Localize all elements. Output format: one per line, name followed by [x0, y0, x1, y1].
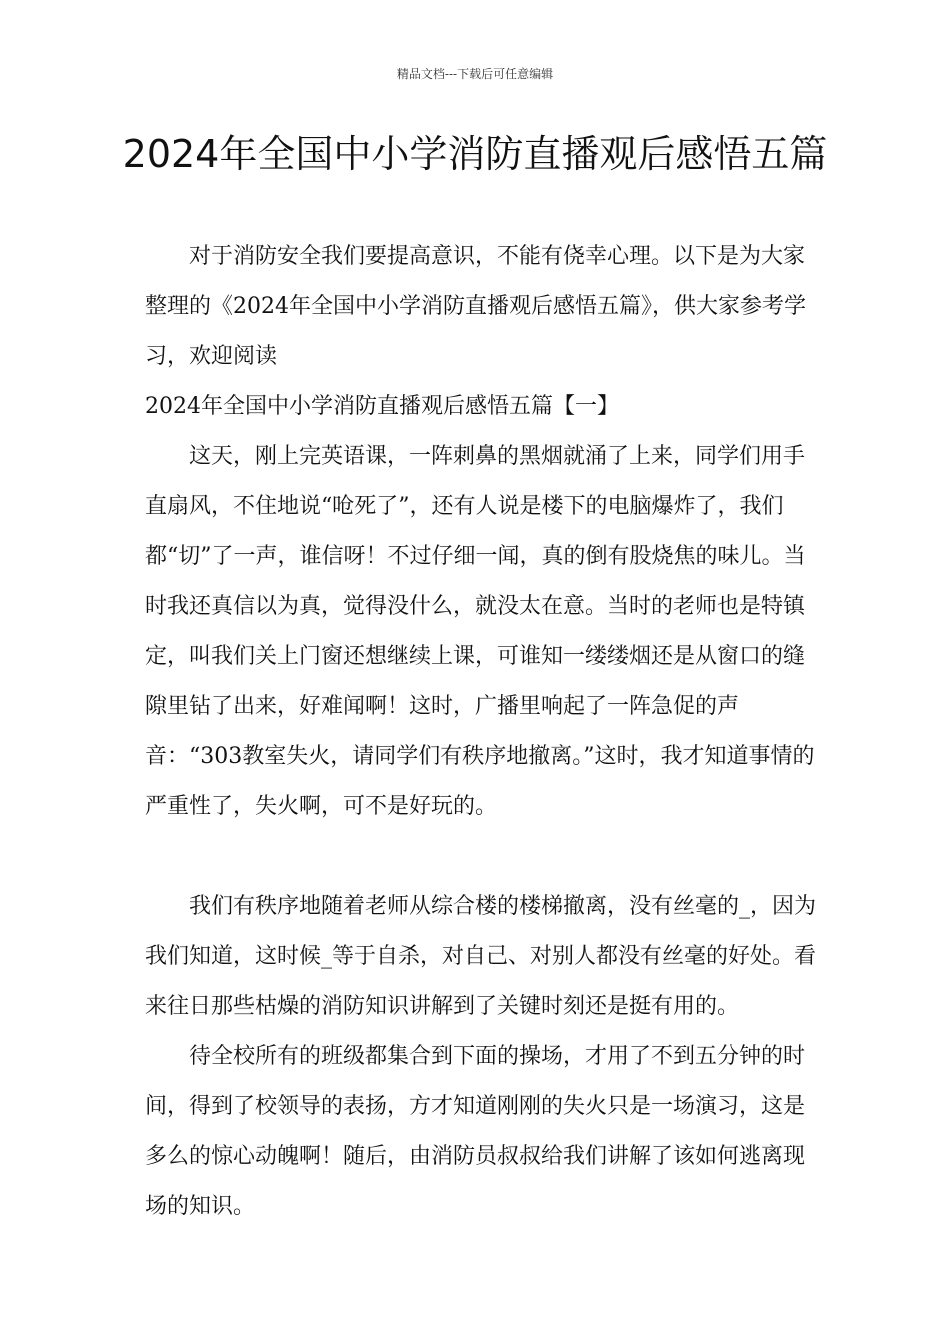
- document-title: 2024年全国中小学消防直播观后感悟五篇: [122, 132, 828, 176]
- page-header: 精品文档---下载后可任意编辑: [396, 67, 554, 81]
- intro-paragraph: 对于消防安全我们要提高意识，不能有侥幸心理。以下是为大家整理的《2024年全国中小学消防直播观后感悟五篇》，供大家参考学习，欢迎阅读: [145, 244, 806, 369]
- document-body: [145, 232, 821, 1232]
- body-paragraph: 这天，刚上完英语课，一阵刺鼻的黑烟就涌了上来，同学们用手直扇风，不住地说“呛死了”，还有人说是楼下的电脑爆炸了，我们都“切”了一声，谁信呀！不过仔细一闻，真的倒有股烧焦的味儿。当时我还真信以为真，觉得没什么，就没太在意。当时的老师也是特镇定，叫我们关上门窗还想继续上课，可谁知一缕缕烟还是从窗口的缝隙里钻了出来，好难闻啊！这时，广播里响起了一阵急促的声音：“303教室失火，请同学们有秩序地撤离。”这时，我才知道事情的严重性了，失火啊，可不是好玩的。: [145, 444, 815, 819]
- body-paragraph: 我们有秩序地随着老师从综合楼的楼梯撤离，没有丝毫的_，因为我们知道，这时候_等于自杀，对自己、对别人都没有丝毫的好处。看来往日那些枯燥的消防知识讲解到了关键时刻还是挺有用的。: [145, 894, 817, 1019]
- body-paragraph: 待全校所有的班级都集合到下面的操场，才用了不到五分钟的时间，得到了校领导的表扬，方才知道刚刚的失火只是一场演习，这是多么的惊心动魄啊！随后，由消防员叔叔给我们讲解了该如何逃离现场的知识。: [145, 1044, 806, 1219]
- paragraph-gap: [145, 832, 821, 882]
- section-heading: 2024年全国中小学消防直播观后感悟五篇【一】: [145, 394, 619, 419]
